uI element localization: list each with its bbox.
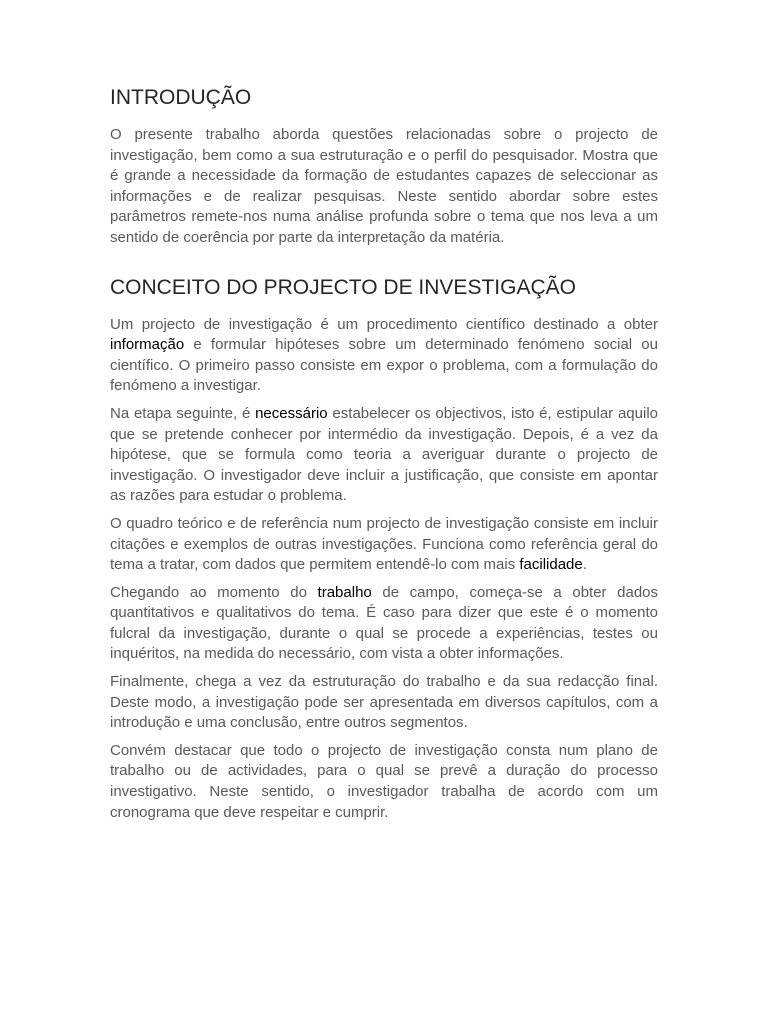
link-trabalho[interactable]: trabalho — [317, 583, 372, 601]
paragraph-introducao: O presente trabalho aborda questões relacionadas sobre o projecto de investigação, bem como a sua estruturação e o perfil do pesquisador. Mostra que é grande a necessidade da formação de estudantes capazes de seleccionar as informações e de realizar pesquisas. Neste sentido abordar sobre estes parâmetros remete-nos numa análise profunda sobre o tema que nos leva a um sentido de coerência por parte da interpretação da matéria. — [110, 126, 658, 246]
paragraph-text: e formular hipóteses sobre um determinado fenómeno social ou científico. O primeiro passo consiste em expor o problema, com a formulação do fenómeno a investigar. — [110, 336, 658, 395]
link-necessario[interactable]: necessário — [255, 404, 328, 422]
paragraph-conceito-3 — [110, 514, 658, 576]
paragraph-conceito-2 — [110, 404, 658, 507]
paragraph-text: estabelecer os objectivos, isto é, estipular aquilo que se pretende conhecer por intermédio da investigação. Depois, é a vez da hipótese, que se formula como teoria a averiguar durante o projecto de investigação. O investigador deve incluir a justificação, que consiste em apontar as razões para estudar o problema. — [110, 404, 659, 505]
paragraph-text: de campo, começa-se a obter dados quantitativos e qualitativos do tema. É caso para dizer que este é o momento fulcral da investigação, durante o qual se procede a experiências, testes ou inquéritos, na medida do necessário, com vista a obter informações. — [110, 583, 659, 663]
paragraph-conceito-6: Convém destacar que todo o projecto de investigação consta num plano de trabalho ou de actividades, para o qual se prevê a duração do processo investigativo. Neste sentido, o investigador trabalha de acordo com um cronograma que deve respeitar e cumprir. — [110, 741, 658, 821]
heading-introducao: INTRODUÇÃO — [110, 86, 252, 109]
paragraph-conceito-5: Finalmente, chega a vez da estruturação do trabalho e da sua redacção final. Deste modo, a investigação pode ser apresentada em diversos capítulos, com a introdução e uma conclusão, entre outros segmentos. — [110, 673, 658, 732]
heading-conceito: CONCEITO DO PROJECTO DE INVESTIGAÇÃO — [110, 275, 576, 299]
paragraph-conceito-1 — [110, 315, 658, 397]
link-facilidade[interactable]: facilidade — [519, 556, 583, 574]
paragraph-conceito-4 — [110, 583, 658, 665]
link-informacao[interactable]: informação — [110, 336, 185, 354]
paragraph-text: O quadro teórico e de referência num projecto de investigação consiste em incluir citações e exemplos de outras investigações. Funciona como referência geral do tema a tratar, com dados que permitem entendê-lo com mais — [110, 514, 658, 574]
paragraph-text: Chegando ao momento do — [110, 583, 318, 601]
paragraph-text: Na etapa seguinte, é — [110, 404, 256, 422]
paragraph-text: . — [582, 556, 587, 574]
document-page — [110, 84, 658, 823]
paragraph-text: Um projecto de investigação é um procedimento científico destinado a obter — [110, 315, 658, 333]
